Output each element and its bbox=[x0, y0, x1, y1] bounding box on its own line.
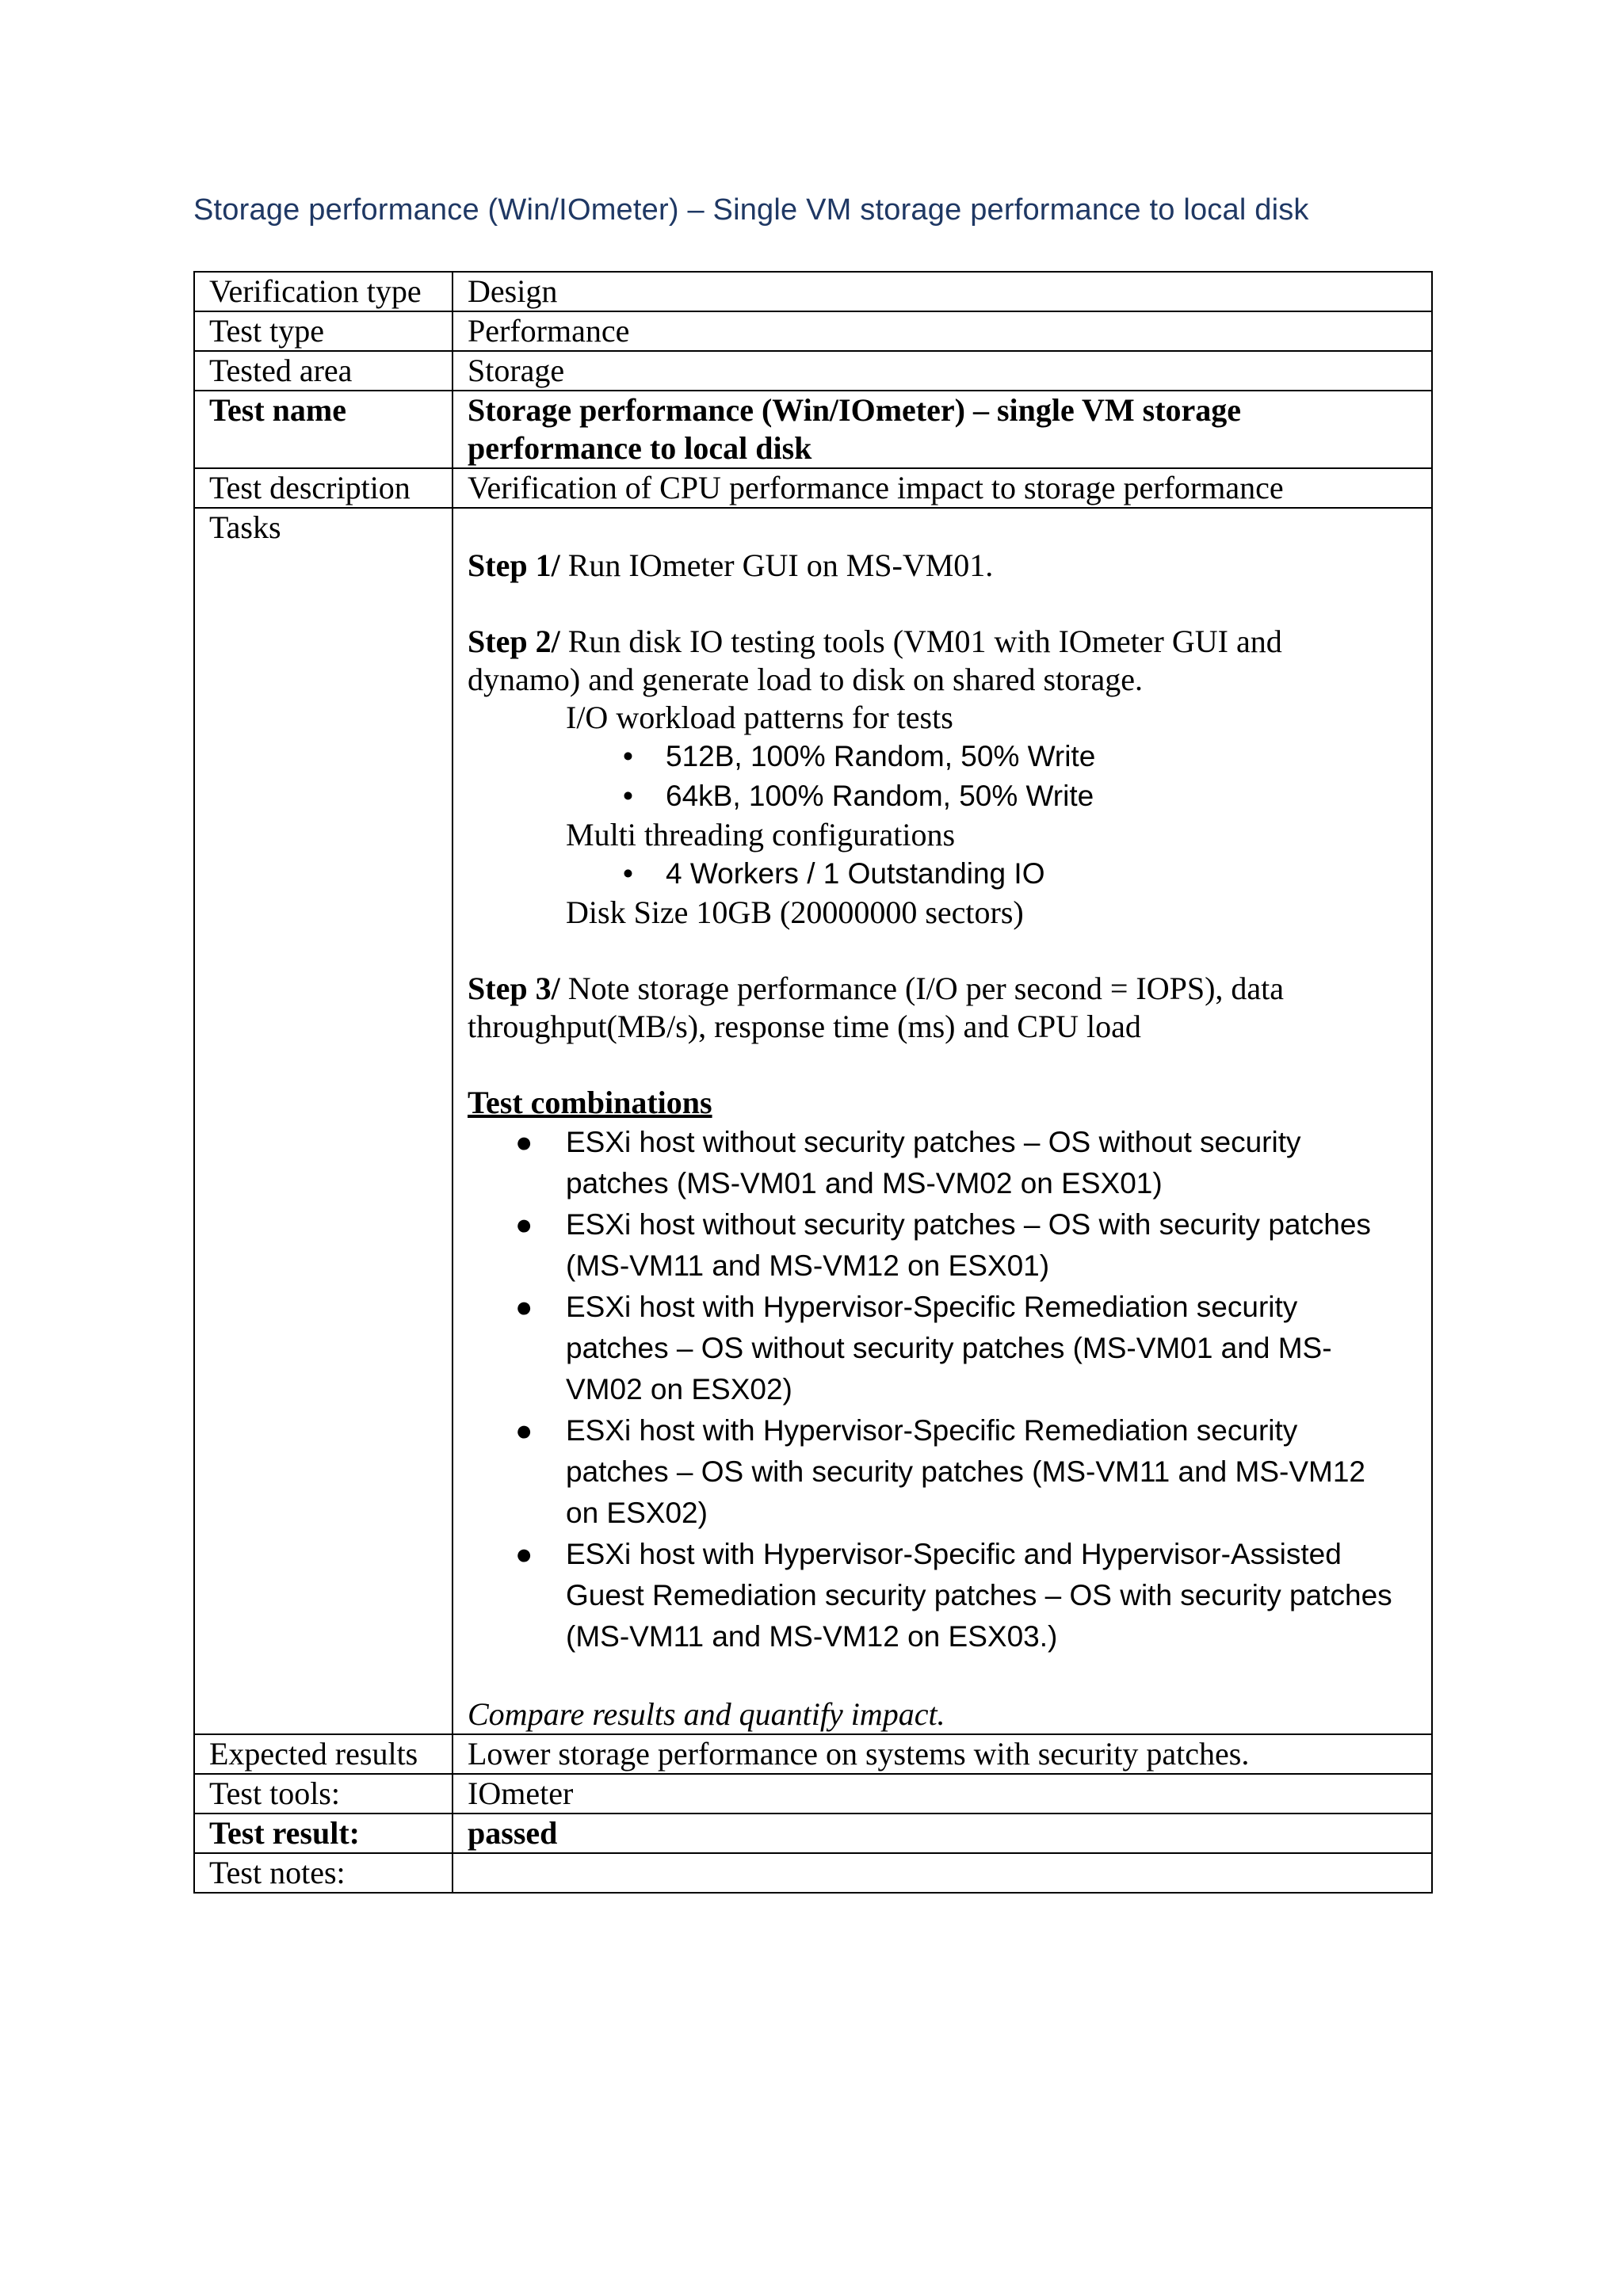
table-row bbox=[194, 1814, 1432, 1853]
table-row bbox=[194, 1774, 1432, 1814]
combinations-heading: Test combinations bbox=[468, 1085, 712, 1120]
combinations-list bbox=[468, 1122, 1417, 1657]
step-2-cont: dynamo) and generate load to disk on shared storage. bbox=[468, 662, 1143, 697]
table-row bbox=[194, 351, 1432, 391]
row-label: Test name bbox=[194, 391, 453, 468]
row-label: Tasks bbox=[194, 508, 453, 1734]
row-value: Lower storage performance on systems with security patches. bbox=[453, 1734, 1432, 1774]
step-1: Step 1/ Run IOmeter GUI on MS-VM01. bbox=[468, 547, 994, 583]
list-item: ● ESXi host with Hypervisor-Specific Remediation security patches – OS with security patches (MS-VM11 and MS-VM12 on ESX02) bbox=[468, 1410, 1417, 1534]
bullet-icon: • bbox=[623, 780, 633, 812]
bullet-icon: • bbox=[623, 857, 633, 890]
list-item: ● ESXi host with Hypervisor-Specific and Hypervisor-Assisted Guest Remediation security patches – OS with security patches (MS-VM11 and MS-VM12 on ESX03.) bbox=[468, 1534, 1417, 1657]
list-item: • 4 Workers / 1 Outstanding IO bbox=[468, 854, 1417, 894]
row-value: IOmeter bbox=[453, 1774, 1432, 1814]
row-value bbox=[453, 1853, 1432, 1893]
table-row bbox=[194, 468, 1432, 508]
bullet-icon: ● bbox=[515, 1126, 533, 1158]
list-item: ● ESXi host with Hypervisor-Specific Remediation security patches – OS without security patches (MS-VM01 and MS- VM02 on ESX02) bbox=[468, 1287, 1417, 1410]
test-name-line: performance to local disk bbox=[468, 430, 812, 466]
row-label: Expected results bbox=[194, 1734, 453, 1774]
test-spec-table bbox=[193, 271, 1433, 1894]
io-patterns-heading: I/O workload patterns for tests bbox=[566, 700, 953, 735]
test-name-line: Storage performance (Win/IOmeter) – single VM storage bbox=[468, 392, 1242, 428]
table-row bbox=[194, 311, 1432, 351]
table-row bbox=[194, 272, 1432, 311]
bullet-icon: ● bbox=[515, 1208, 533, 1241]
closing-note: Compare results and quantify impact. bbox=[468, 1696, 945, 1732]
bullet-icon: ● bbox=[515, 1414, 533, 1447]
list-item: • 512B, 100% Random, 50% Write bbox=[468, 737, 1417, 776]
table-row bbox=[194, 1734, 1432, 1774]
row-label: Test description bbox=[194, 468, 453, 508]
row-label: Test type bbox=[194, 311, 453, 351]
row-value bbox=[453, 391, 1432, 468]
table-row bbox=[194, 1853, 1432, 1893]
row-value: Verification of CPU performance impact to storage performance bbox=[453, 468, 1432, 508]
section-heading: Storage performance (Win/IOmeter) – Single VM storage performance to local disk bbox=[193, 193, 1309, 227]
list-item: ● ESXi host without security patches – OS with security patches (MS-VM11 and MS-VM12 on ESX01) bbox=[468, 1204, 1417, 1287]
tasks-cell bbox=[453, 508, 1432, 1734]
bullet-icon: ● bbox=[515, 1291, 533, 1323]
row-value: Performance bbox=[453, 311, 1432, 351]
row-label: Tested area bbox=[194, 351, 453, 391]
row-label: Verification type bbox=[194, 272, 453, 311]
row-label: Test tools: bbox=[194, 1774, 453, 1814]
step-3: Step 3/ Note storage performance (I/O per second = IOPS), data bbox=[468, 971, 1285, 1006]
row-value: passed bbox=[453, 1814, 1432, 1853]
step-2: Step 2/ Run disk IO testing tools (VM01 with IOmeter GUI and bbox=[468, 624, 1282, 659]
row-label: Test result: bbox=[194, 1814, 453, 1853]
table-row bbox=[194, 391, 1432, 468]
list-item: ● ESXi host without security patches – OS without security patches (MS-VM01 and MS-VM02 on ESX01) bbox=[468, 1122, 1417, 1204]
row-label: Test notes: bbox=[194, 1853, 453, 1893]
list-item: • 64kB, 100% Random, 50% Write bbox=[468, 776, 1417, 816]
disk-size: Disk Size 10GB (20000000 sectors) bbox=[566, 894, 1024, 930]
step-3-cont: throughput(MB/s), response time (ms) and CPU load bbox=[468, 1009, 1141, 1044]
row-value: Storage bbox=[453, 351, 1432, 391]
threading-heading: Multi threading configurations bbox=[566, 817, 956, 852]
table-row bbox=[194, 508, 1432, 1734]
bullet-icon: ● bbox=[515, 1538, 533, 1570]
bullet-icon: • bbox=[623, 740, 633, 772]
row-value: Design bbox=[453, 272, 1432, 311]
